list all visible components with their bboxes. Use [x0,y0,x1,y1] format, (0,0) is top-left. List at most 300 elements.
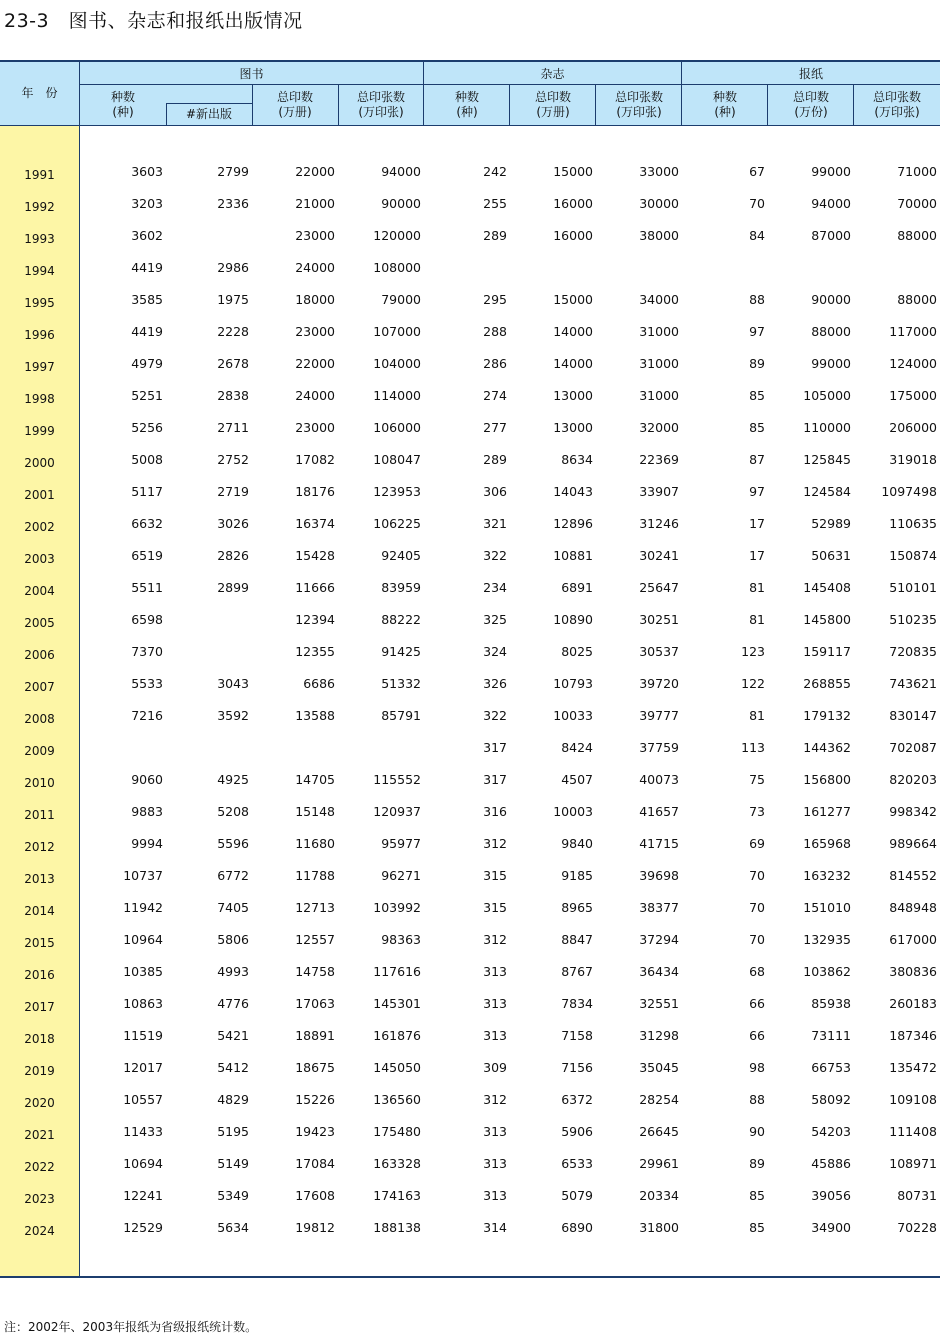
np-sheets-cell: 117000 [889,324,937,339]
mag-sheets-cell: 30241 [639,548,679,563]
book-kinds-cell: 4979 [131,356,163,371]
mag-kinds-cell: 295 [483,292,507,307]
np-sheets-cell: 71000 [897,164,937,179]
mag-copies-cell: 7156 [561,1060,593,1075]
mag-sheets-cell: 20334 [639,1188,679,1203]
np-kinds-cell: 113 [741,740,765,755]
book-sheets-cell: 174163 [373,1188,421,1203]
np-kinds-cell: 122 [741,676,765,691]
table-row [0,484,940,516]
mag-copies-cell: 10890 [553,612,593,627]
mag-copies-cell: 7158 [561,1028,593,1043]
book-kinds-cell: 10385 [123,964,163,979]
book-kinds-cell: 9060 [131,772,163,787]
book-kinds-cell: 5251 [131,388,163,403]
mag-kinds-cell: 234 [483,580,507,595]
header-divider [681,62,682,126]
year-cell: 2002 [24,520,55,534]
book-copies-cell: 12713 [295,900,335,915]
mag-kinds-cell: 322 [483,548,507,563]
np-copies-cell: 88000 [811,324,851,339]
np-sheets-label: 总印张数 [872,90,921,104]
mag-copies-cell: 14000 [553,324,593,339]
table-row [0,196,940,228]
mag-copies-header [510,90,596,120]
header-divider [423,62,424,126]
book-copies-header [252,90,338,120]
mag-kinds-cell: 288 [483,324,507,339]
mag-sheets-cell: 30537 [639,644,679,659]
mag-copies-cell: 9185 [561,868,593,883]
np-copies-cell: 159117 [803,644,851,659]
mag-sheets-cell: 33907 [639,484,679,499]
book-sheets-cell: 91425 [381,644,421,659]
book-new-cell: 2336 [217,196,249,211]
book-new-header: #新出版 [185,107,233,121]
book-sheets-cell: 106225 [373,516,421,531]
book-new-cell: 7405 [217,900,249,915]
mag-kinds-cell: 312 [483,932,507,947]
table-row [0,260,940,292]
book-sheets-cell: 145301 [373,996,421,1011]
np-sheets-cell: 206000 [889,420,937,435]
book-kinds-cell: 3203 [131,196,163,211]
book-copies-cell: 17084 [295,1156,335,1171]
np-sheets-header [854,90,940,120]
book-sheets-cell: 106000 [373,420,421,435]
mag-kinds-cell: 315 [483,900,507,915]
mag-copies-cell: 6891 [561,580,593,595]
mag-kinds-cell: 312 [483,1092,507,1107]
np-copies-cell: 125845 [803,452,851,467]
mag-kinds-cell: 306 [483,484,507,499]
header-new-rule [166,103,252,104]
table-row [0,228,940,260]
np-kinds-cell: 85 [749,420,765,435]
mag-copies-cell: 10793 [553,676,593,691]
mag-copies-cell: 8847 [561,932,593,947]
np-copies-cell: 52989 [811,516,851,531]
book-sheets-header [338,90,424,120]
mag-kinds-cell: 313 [483,1124,507,1139]
book-kinds-cell: 7216 [131,708,163,723]
table-row [0,740,940,772]
book-kinds-cell: 6632 [131,516,163,531]
table-row [0,1092,940,1124]
np-copies-cell: 132935 [803,932,851,947]
mag-copies-cell: 15000 [553,164,593,179]
book-new-cell: 5149 [217,1156,249,1171]
np-kinds-header [682,90,768,120]
book-sheets-cell: 120000 [373,228,421,243]
table-row [0,324,940,356]
np-sheets-cell: 124000 [889,356,937,371]
mag-kinds-cell: 286 [483,356,507,371]
year-cell: 2007 [24,680,55,694]
book-sheets-cell: 90000 [381,196,421,211]
header-divider [509,84,510,126]
table-row [0,1220,940,1252]
book-kinds-unit: (种) [112,105,134,119]
np-kinds-cell: 87 [749,452,765,467]
np-copies-cell: 165968 [803,836,851,851]
np-kinds-cell: 98 [749,1060,765,1075]
np-copies-cell: 94000 [811,196,851,211]
np-copies-cell: 163232 [803,868,851,883]
mag-kinds-cell: 317 [483,740,507,755]
book-sheets-cell: 188138 [373,1220,421,1235]
book-copies-cell: 18675 [295,1060,335,1075]
book-kinds-cell: 5117 [131,484,163,499]
year-cell: 2020 [24,1096,55,1110]
book-copies-cell: 12355 [295,644,335,659]
np-sheets-cell: 260183 [889,996,937,1011]
year-cell: 2024 [24,1224,55,1238]
year-cell: 2013 [24,872,55,886]
book-sheets-cell: 92405 [381,548,421,563]
year-cell: 2019 [24,1064,55,1078]
np-kinds-cell: 68 [749,964,765,979]
book-sheets-cell: 96271 [381,868,421,883]
mag-copies-cell: 6533 [561,1156,593,1171]
book-copies-cell: 15226 [295,1092,335,1107]
mag-copies-cell: 15000 [553,292,593,307]
mag-kinds-label: 种数 [454,90,479,104]
mag-kinds-cell: 324 [483,644,507,659]
mag-sheets-label: 总印张数 [614,90,663,104]
books-group-header: 图书 [239,67,264,81]
book-new-cell: 2228 [217,324,249,339]
book-copies-cell: 22000 [295,356,335,371]
book-kinds-cell: 3603 [131,164,163,179]
mag-kinds-cell: 313 [483,964,507,979]
book-sheets-cell: 117616 [373,964,421,979]
year-cell: 1993 [24,232,55,246]
np-copies-cell: 58092 [811,1092,851,1107]
year-cell: 1995 [24,296,55,310]
mag-kinds-cell: 242 [483,164,507,179]
mag-kinds-cell: 313 [483,1188,507,1203]
mag-copies-cell: 10881 [553,548,593,563]
mag-sheets-cell: 41657 [639,804,679,819]
table-row [0,772,940,804]
book-kinds-cell: 11433 [123,1124,163,1139]
book-copies-cell: 12557 [295,932,335,947]
book-new-cell: 5421 [217,1028,249,1043]
mag-sheets-cell: 38377 [639,900,679,915]
book-new-cell: 2799 [217,164,249,179]
mag-copies-cell: 12896 [553,516,593,531]
np-copies-cell: 103862 [803,964,851,979]
np-kinds-cell: 17 [749,548,765,563]
table-row [0,644,940,676]
mag-kinds-cell: 314 [483,1220,507,1235]
mag-sheets-cell: 37294 [639,932,679,947]
book-copies-cell: 23000 [295,420,335,435]
np-sheets-cell: 108971 [889,1156,937,1171]
book-sheets-unit: (万印张) [358,105,404,119]
np-sheets-cell: 702087 [889,740,937,755]
book-kinds-cell: 12241 [123,1188,163,1203]
np-sheets-cell: 720835 [889,644,937,659]
np-sheets-cell: 617000 [889,932,937,947]
mag-sheets-cell: 37759 [639,740,679,755]
np-kinds-cell: 88 [749,1092,765,1107]
mag-sheets-cell: 30000 [639,196,679,211]
book-copies-cell: 19423 [295,1124,335,1139]
mag-sheets-cell: 33000 [639,164,679,179]
table-row [0,612,940,644]
mag-sheets-cell: 31000 [639,324,679,339]
table-row [0,964,940,996]
mag-sheets-cell: 28254 [639,1092,679,1107]
footnote: 注：2002年、2003年报纸为省级报纸统计数。 [4,1320,258,1334]
book-sheets-cell: 120937 [373,804,421,819]
np-sheets-cell: 80731 [897,1188,937,1203]
book-kinds-cell: 10863 [123,996,163,1011]
book-new-cell: 2678 [217,356,249,371]
mag-copies-cell: 5079 [561,1188,593,1203]
mag-kinds-cell: 289 [483,452,507,467]
np-copies-cell: 45886 [811,1156,851,1171]
table-row [0,836,940,868]
book-kinds-cell: 12017 [123,1060,163,1075]
year-cell: 2021 [24,1128,55,1142]
mag-copies-cell: 4507 [561,772,593,787]
np-sheets-cell: 70228 [897,1220,937,1235]
mag-sheets-cell: 31000 [639,356,679,371]
book-sheets-cell: 103992 [373,900,421,915]
np-sheets-cell: 110635 [889,516,937,531]
np-copies-cell: 85938 [811,996,851,1011]
np-kinds-cell: 70 [749,932,765,947]
np-copies-cell: 179132 [803,708,851,723]
book-new-cell: 5412 [217,1060,249,1075]
year-cell: 1998 [24,392,55,406]
mag-copies-unit: (万册) [536,105,570,119]
book-sheets-cell: 163328 [373,1156,421,1171]
book-sheets-cell: 104000 [373,356,421,371]
mag-copies-cell: 8424 [561,740,593,755]
table-row [0,420,940,452]
np-copies-cell: 50631 [811,548,851,563]
table-row [0,900,940,932]
mag-sheets-cell: 30251 [639,612,679,627]
book-copies-cell: 16374 [295,516,335,531]
np-kinds-cell: 70 [749,868,765,883]
book-new-cell: 5634 [217,1220,249,1235]
np-kinds-cell: 85 [749,1220,765,1235]
mag-sheets-unit: (万印张) [616,105,662,119]
book-kinds-label: 种数 [110,90,135,104]
mag-kinds-cell: 325 [483,612,507,627]
mag-sheets-cell: 39720 [639,676,679,691]
np-kinds-cell: 97 [749,484,765,499]
np-copies-cell: 145408 [803,580,851,595]
mag-kinds-cell: 322 [483,708,507,723]
np-sheets-cell: 989664 [889,836,937,851]
mag-copies-cell: 8634 [561,452,593,467]
np-kinds-cell: 70 [749,196,765,211]
np-sheets-cell: 187346 [889,1028,937,1043]
page-title: 23-3 图书、杂志和报纸出版情况 [4,10,303,32]
book-new-cell: 5596 [217,836,249,851]
book-new-cell: 4829 [217,1092,249,1107]
book-sheets-label: 总印张数 [356,90,405,104]
np-sheets-unit: (万印张) [874,105,920,119]
book-kinds-cell: 4419 [131,324,163,339]
np-kinds-cell: 88 [749,292,765,307]
np-sheets-cell: 830147 [889,708,937,723]
np-sheets-cell: 70000 [897,196,937,211]
np-kinds-cell: 75 [749,772,765,787]
year-cell: 1999 [24,424,55,438]
book-new-cell: 3026 [217,516,249,531]
book-sheets-cell: 175480 [373,1124,421,1139]
np-copies-cell: 145800 [803,612,851,627]
mag-copies-cell: 9840 [561,836,593,851]
np-kinds-label: 种数 [712,90,737,104]
book-copies-cell: 11666 [295,580,335,595]
np-kinds-cell: 81 [749,708,765,723]
mag-copies-label: 总印数 [534,90,571,104]
np-copies-cell: 34900 [811,1220,851,1235]
mag-kinds-cell: 316 [483,804,507,819]
np-kinds-cell: 70 [749,900,765,915]
mag-sheets-cell: 32551 [639,996,679,1011]
book-sheets-cell: 85791 [381,708,421,723]
book-copies-cell: 17608 [295,1188,335,1203]
table-row [0,164,940,196]
np-sheets-cell: 380836 [889,964,937,979]
mag-kinds-cell: 313 [483,1028,507,1043]
table-row [0,804,940,836]
book-copies-cell: 14705 [295,772,335,787]
book-sheets-cell: 107000 [373,324,421,339]
year-cell: 2015 [24,936,55,950]
np-kinds-cell: 85 [749,1188,765,1203]
table-row [0,388,940,420]
np-kinds-cell: 66 [749,996,765,1011]
mag-copies-cell: 10003 [553,804,593,819]
mag-kinds-cell: 326 [483,676,507,691]
np-kinds-cell: 97 [749,324,765,339]
book-kinds-cell: 5511 [131,580,163,595]
table-row [0,1188,940,1220]
header-group-rule [80,84,940,85]
mag-copies-cell: 10033 [553,708,593,723]
np-kinds-cell: 66 [749,1028,765,1043]
np-sheets-cell: 111408 [889,1124,937,1139]
mag-copies-cell: 7834 [561,996,593,1011]
book-new-cell: 4925 [217,772,249,787]
np-copies-cell: 110000 [803,420,851,435]
mag-copies-cell: 8767 [561,964,593,979]
header-divider [338,84,339,126]
table-row [0,1028,940,1060]
table-row [0,868,940,900]
table-row [0,676,940,708]
book-copies-cell: 24000 [295,260,335,275]
np-kinds-cell: 73 [749,804,765,819]
mag-sheets-cell: 29961 [639,1156,679,1171]
np-copies-cell: 156800 [803,772,851,787]
year-cell: 1997 [24,360,55,374]
np-copies-cell: 90000 [811,292,851,307]
mag-kinds-unit: (种) [456,105,478,119]
mag-sheets-cell: 36434 [639,964,679,979]
np-sheets-cell: 820203 [889,772,937,787]
mag-copies-cell: 6890 [561,1220,593,1235]
year-cell: 2010 [24,776,55,790]
table-row [0,516,940,548]
book-sheets-cell: 94000 [381,164,421,179]
mag-sheets-cell: 40073 [639,772,679,787]
mag-copies-cell: 13000 [553,388,593,403]
np-sheets-cell: 848948 [889,900,937,915]
mag-copies-cell: 13000 [553,420,593,435]
book-kinds-cell: 4419 [131,260,163,275]
mag-copies-cell: 5906 [561,1124,593,1139]
book-sheets-cell: 108047 [373,452,421,467]
book-kinds-cell: 10737 [123,868,163,883]
mag-kinds-cell: 255 [483,196,507,211]
mag-sheets-cell: 41715 [639,836,679,851]
book-new-cell: 3043 [217,676,249,691]
np-sheets-cell: 814552 [889,868,937,883]
np-kinds-cell: 89 [749,1156,765,1171]
year-cell: 2023 [24,1192,55,1206]
mag-sheets-cell: 31000 [639,388,679,403]
mag-kinds-cell: 309 [483,1060,507,1075]
book-copies-cell: 22000 [295,164,335,179]
mag-kinds-header [424,90,510,120]
year-cell: 2012 [24,840,55,854]
year-cell: 2014 [24,904,55,918]
book-kinds-header [80,90,166,120]
book-copies-cell: 13588 [295,708,335,723]
np-sheets-cell: 88000 [897,228,937,243]
year-cell: 2006 [24,648,55,662]
np-kinds-cell: 123 [741,644,765,659]
book-kinds-cell: 11942 [123,900,163,915]
np-copies-cell: 124584 [803,484,851,499]
np-sheets-cell: 88000 [897,292,937,307]
year-cell: 2005 [24,616,55,630]
mag-kinds-cell: 321 [483,516,507,531]
book-new-cell: 6772 [217,868,249,883]
mag-kinds-cell: 277 [483,420,507,435]
magazines-group-header: 杂志 [540,67,565,81]
year-cell: 1996 [24,328,55,342]
table-row [0,708,940,740]
np-sheets-cell: 175000 [889,388,937,403]
book-sheets-cell: 83959 [381,580,421,595]
book-new-cell: 5806 [217,932,249,947]
table-row [0,1156,940,1188]
np-sheets-cell: 135472 [889,1060,937,1075]
book-kinds-cell: 10964 [123,932,163,947]
mag-sheets-cell: 38000 [639,228,679,243]
table-row [0,1124,940,1156]
np-copies-cell: 87000 [811,228,851,243]
np-kinds-cell: 85 [749,388,765,403]
book-new-cell: 2838 [217,388,249,403]
header-divider [595,84,596,126]
np-kinds-cell: 89 [749,356,765,371]
table-row [0,292,940,324]
book-new-cell: 2711 [217,420,249,435]
